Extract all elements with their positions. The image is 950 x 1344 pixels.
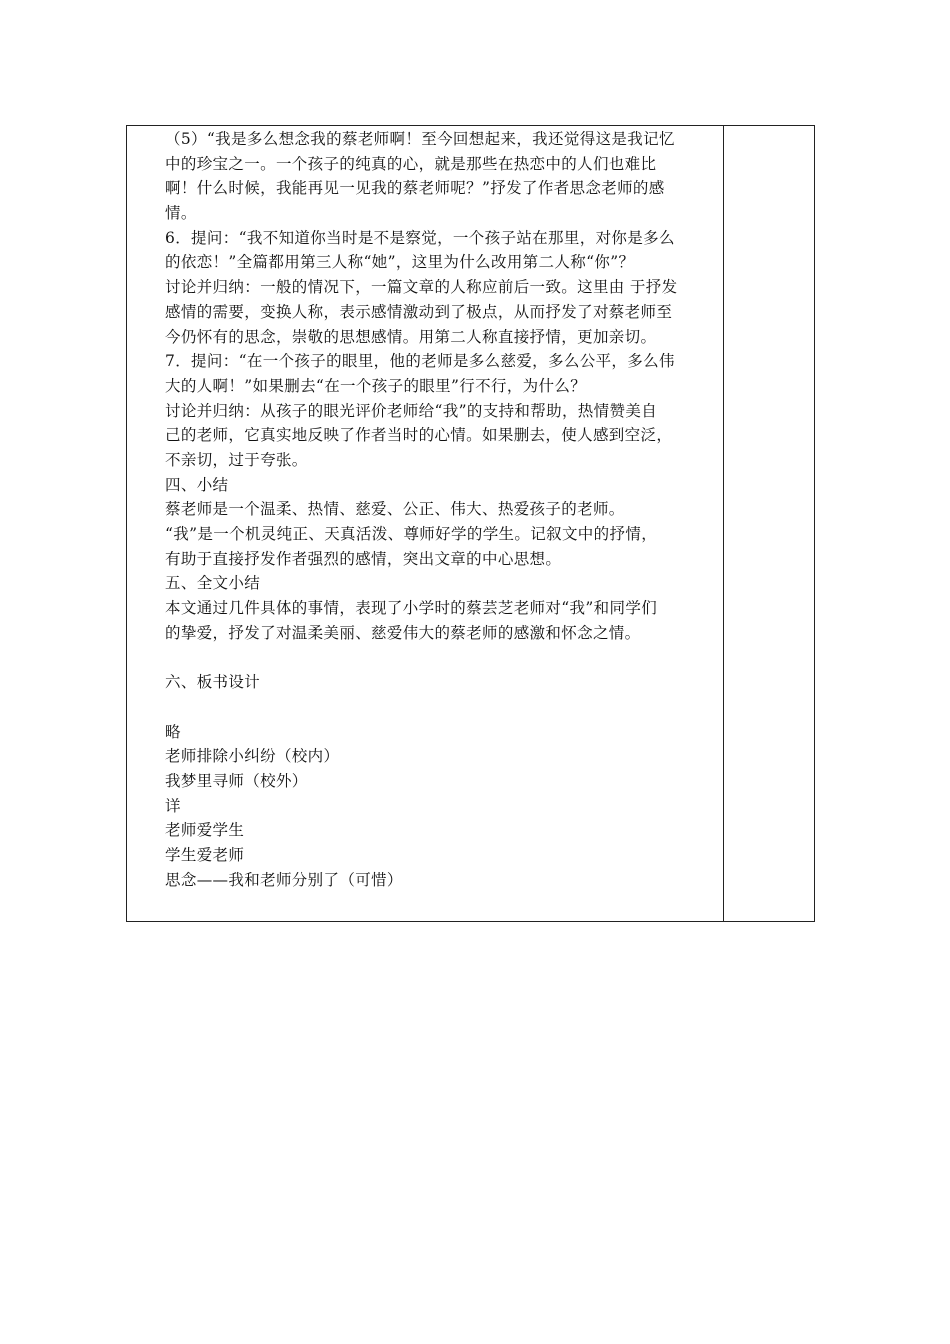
text-line: 讨论并归纳：从孩子的眼光评价老师给“我”的支持和帮助，热情赞美自 xyxy=(165,401,658,420)
text-line: 中的珍宝之一。一个孩子的纯真的心，就是那些在热恋中的人们也难比 xyxy=(165,154,657,173)
text-line: 讨论并归纳：一般的情况下，一篇文章的人称应前后一致。这里由 于抒发 xyxy=(165,278,678,297)
blank-line xyxy=(165,645,725,670)
text-line: 啊！什么时候，我能再见一见我的蔡老师呢？”抒发了作者思念老师的感 xyxy=(165,179,665,198)
notes-cell xyxy=(724,126,814,921)
lesson-content-cell xyxy=(165,127,725,892)
text-line: 思念——我和老师分别了（可惜） xyxy=(165,870,403,889)
text-line: 有助于直接抒发作者强烈的感情，突出文章的中心思想。 xyxy=(165,549,562,568)
text-line: 7．提问：“在一个孩子的眼里，他的老师是多么慈爱，多么公平，多么伟 xyxy=(165,352,675,371)
text-line: 六、板书设计 xyxy=(165,673,261,692)
text-line: 本文通过几件具体的事情，表现了小学时的蔡芸芝老师对“我”和同学们 xyxy=(165,599,658,618)
text-line: 情。 xyxy=(165,204,197,223)
text-line: 6．提问：“我不知道你当时是不是察觉，一个孩子站在那里，对你是多么 xyxy=(165,228,675,247)
text-line: 感情的需要，变换人称，表示感情激动到了极点，从而抒发了对蔡老师至 xyxy=(165,302,673,321)
text-line: 五、全文小结 xyxy=(165,574,261,593)
text-line: 四、小结 xyxy=(165,475,229,494)
text-line: 己的老师，它真实地反映了作者当时的心情。如果删去，使人感到空泛， xyxy=(165,426,673,445)
blank-line xyxy=(165,695,725,720)
text-line: 详 xyxy=(165,796,181,815)
text-line: 今仍怀有的思念，崇敬的思想感情。用第二人称直接抒情，更加亲切。 xyxy=(165,327,657,346)
text-line: （5）“我是多么想念我的蔡老师啊！至今回想起来，我还觉得这是我记忆 xyxy=(165,130,675,148)
text-line: 大的人啊！”如果删去“在一个孩子的眼里”行不行，为什么？ xyxy=(165,376,587,395)
text-line: 略 xyxy=(165,722,181,741)
text-line: 老师排除小纠纷（校内） xyxy=(165,747,340,766)
text-line: 的挚爱，抒发了对温柔美丽、慈爱伟大的蔡老师的感激和怀念之情。 xyxy=(165,623,641,642)
text-line: 不亲切，过于夸张。 xyxy=(165,450,308,469)
text-line: 的依恋！”全篇都用第三人称“她”，这里为什么改用第二人称“你”？ xyxy=(165,253,635,272)
text-line: 蔡老师是一个温柔、热情、慈爱、公正、伟大、热爱孩子的老师。 xyxy=(165,500,625,519)
text-line: 学生爱老师 xyxy=(165,845,245,864)
lesson-plan-table xyxy=(126,125,815,922)
text-line: “我”是一个机灵纯正、天真活泼、尊师好学的学生。记叙文中的抒情， xyxy=(165,525,658,543)
text-line: 老师爱学生 xyxy=(165,821,245,840)
text-line: 我梦里寻师（校外） xyxy=(165,771,308,790)
